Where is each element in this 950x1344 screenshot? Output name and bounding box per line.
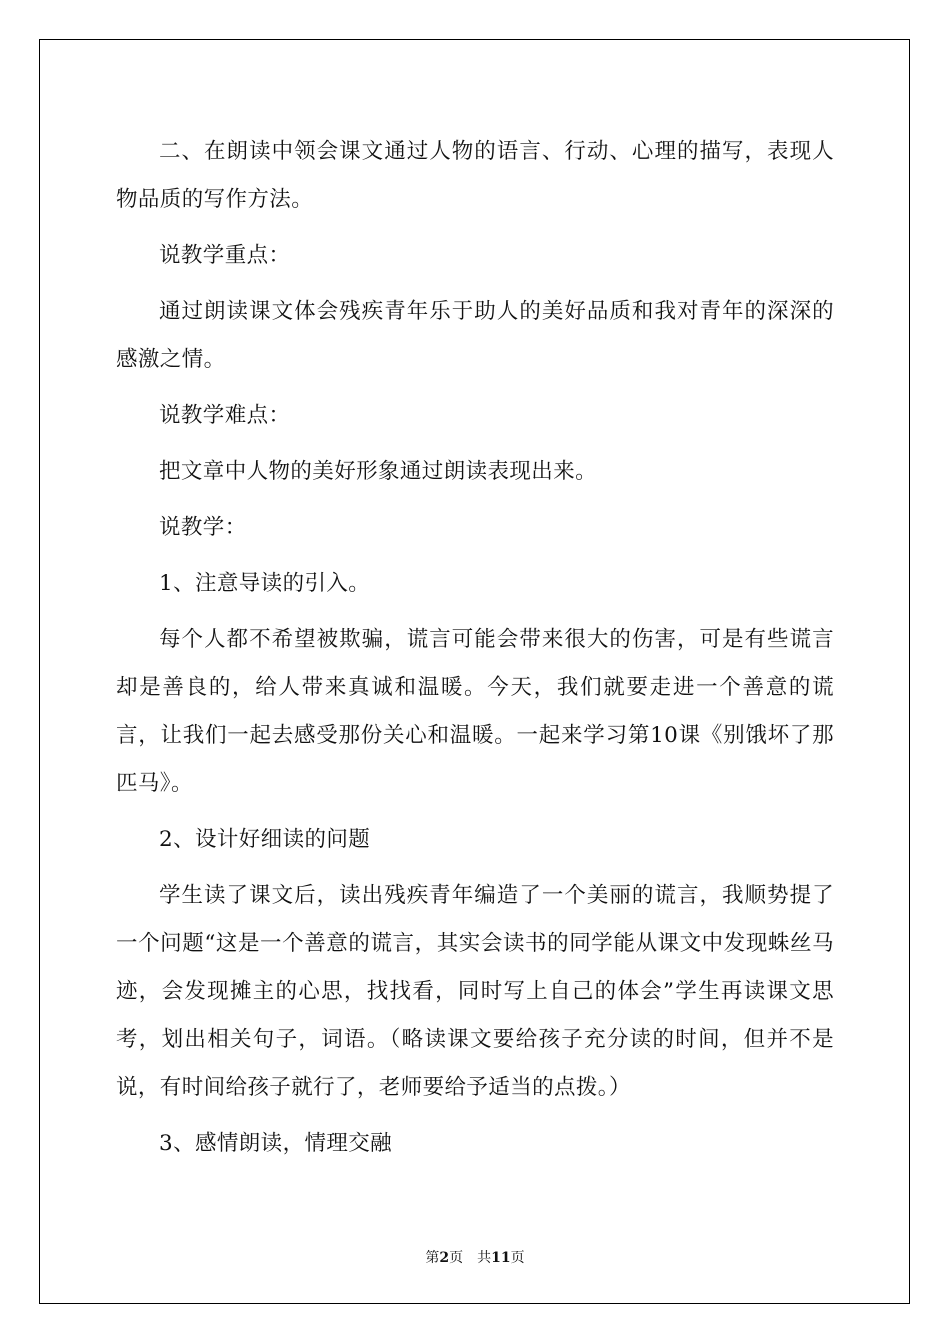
footer-total-prefix: 共: [477, 1250, 492, 1266]
footer-page-suffix: 页: [449, 1250, 464, 1266]
paragraph-step-1: 每个人都不希望被欺骗，谎言可能会带来很大的伤害，可是有些谎言却是善良的，给人带来真诚和温暖。今天，我们就要走进一个善意的谎言，让我们一起去感受那份关心和温暖。一起来学习第10课《别饿坏了那匹马》。: [116, 627, 834, 796]
heading-key-points: 说教学重点：: [159, 243, 291, 268]
paragraph-step-2: 学生读了课文后，读出残疾青年编造了一个美丽的谎言，我顺势提了一个问题“这是一个善意的谎言，其实会读书的同学能从课文中发现蛛丝马迹，会发现摊主的心思，找找看，同时写上自己的体会”学生再读课文思考，划出相关句子，词语。（略读课文要给孩子充分读的时间，但并不是说，有时间给孩子就行了，老师要给予适当的点拨。）: [116, 883, 834, 1100]
footer-page-prefix: 第: [425, 1250, 440, 1266]
heading-step-1: 1、注意导读的引入。: [159, 571, 371, 596]
footer-page-number: 2: [439, 1250, 450, 1266]
footer-total-number: 11: [491, 1250, 511, 1266]
paragraph-objective-2: 二、在朗读中领会课文通过人物的语言、行动、心理的描写，表现人物品质的写作方法。: [116, 139, 834, 212]
paragraph-key-points: 通过朗读课文体会残疾青年乐于助人的美好品质和我对青年的深深的感激之情。: [116, 299, 834, 372]
heading-difficulties: 说教学难点：: [159, 403, 291, 428]
page-footer: [0, 1247, 950, 1267]
document-body: [116, 128, 834, 1176]
heading-teaching: 说教学：: [159, 515, 247, 540]
paragraph-difficulties: 把文章中人物的美好形象通过朗读表现出来。: [159, 459, 598, 484]
heading-step-3: 3、感情朗读，情理交融: [159, 1131, 393, 1156]
footer-total-suffix: 页: [510, 1250, 525, 1266]
heading-step-2: 2、设计好细读的问题: [159, 827, 371, 852]
